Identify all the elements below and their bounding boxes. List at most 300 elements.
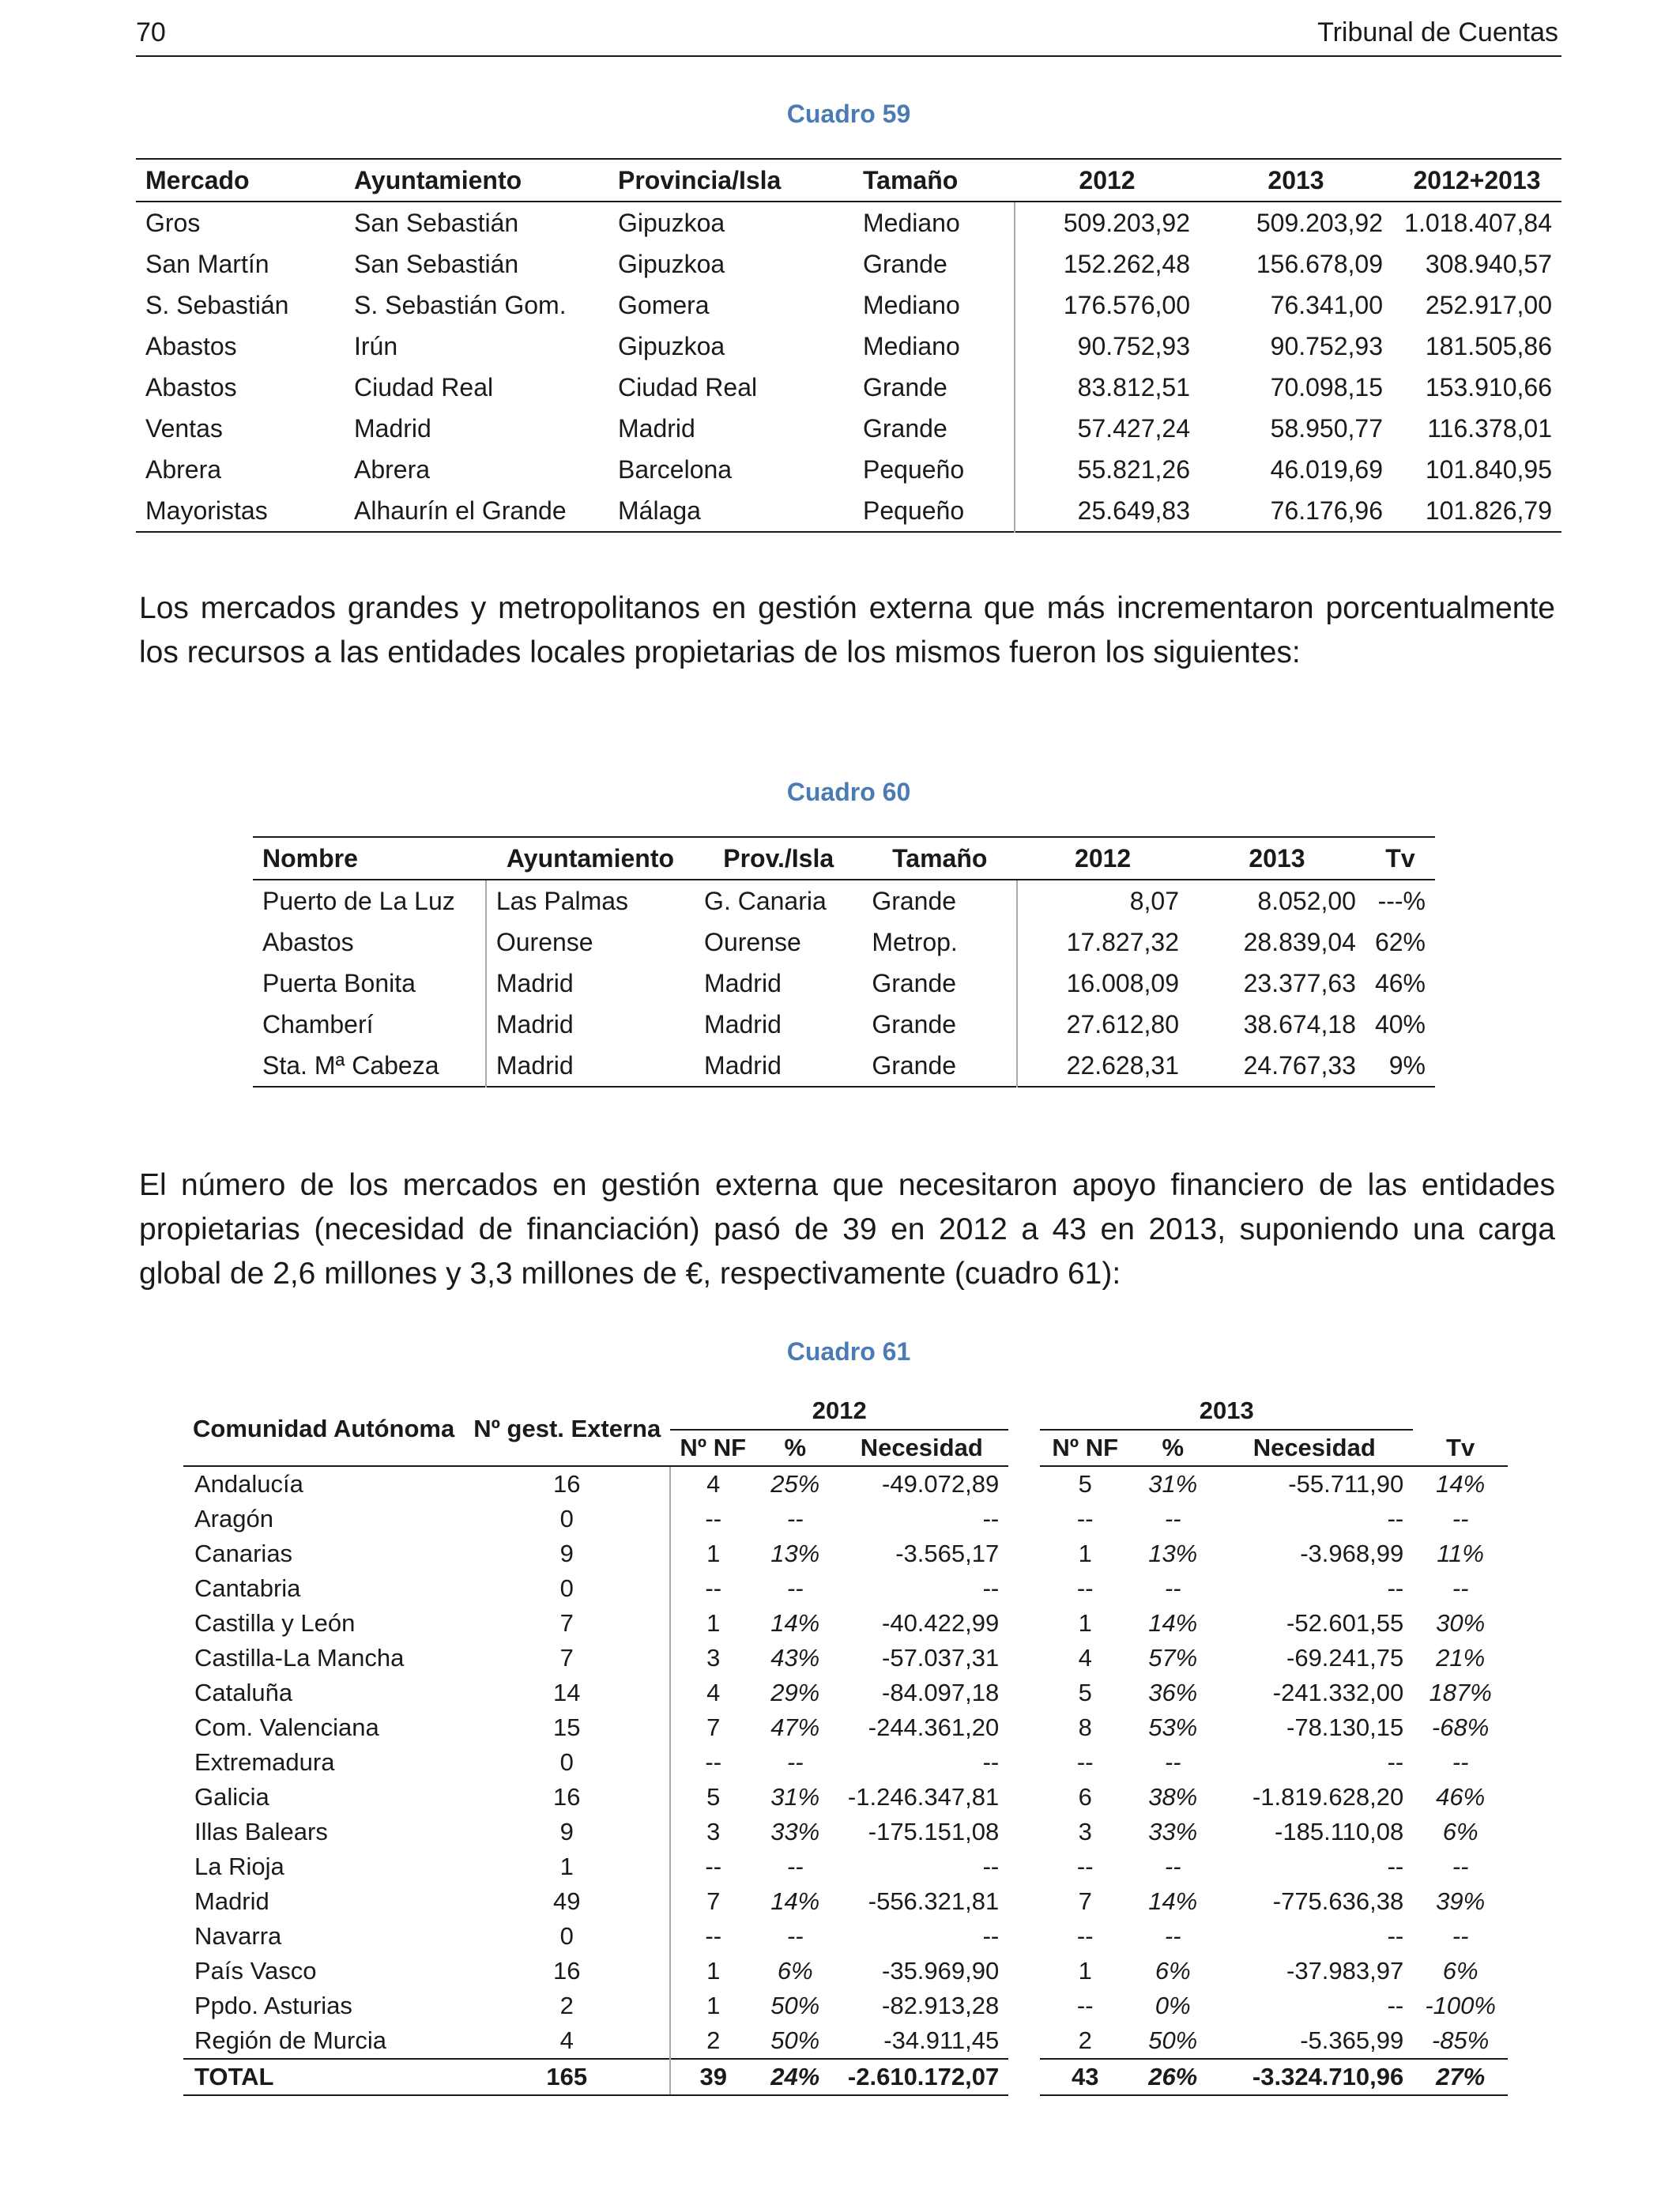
table-cell: -- (1387, 1574, 1404, 1602)
table-cell: -- (1452, 1574, 1469, 1602)
table-row (183, 1606, 1508, 1641)
table-row (183, 1536, 1508, 1571)
table-cell: Gipuzkoa (618, 249, 725, 278)
table-cell: 7 (559, 1609, 574, 1637)
table-cell: -- (670, 1502, 755, 1536)
table-cell: Sta. Mª Cabeza (262, 1050, 439, 1080)
table-cell: Madrid (704, 968, 782, 997)
table-cell: 40% (1374, 1009, 1426, 1039)
column-header: 2013 (1200, 159, 1392, 202)
table-cell: -- (1164, 1505, 1181, 1532)
table-cell: Madrid (354, 413, 431, 443)
column-header: Tv (1365, 837, 1435, 880)
table-cell: 187% (1429, 1679, 1492, 1706)
table-row (183, 1954, 1508, 1989)
column-header: % (1130, 1430, 1215, 1466)
table-header-row (183, 1393, 1508, 1430)
cuadro61-caption: Cuadro 61 (786, 1337, 911, 1366)
table-cell: 152.262,48 (1015, 243, 1200, 285)
table-cell: Alhaurín el Grande (354, 496, 567, 525)
table-cell: ---% (1377, 886, 1426, 915)
page-header (136, 14, 1561, 57)
paragraph-1: Los mercados grandes y metropolitanos en gestión externa que más incrementaron porcentualmente los recursos a las entidades locales propietarias de los mismos fueron los siguientes: (139, 591, 1555, 669)
table-cell: 13% (770, 1540, 820, 1567)
table-cell: 5 (670, 1780, 755, 1815)
table-cell: 0% (1155, 1992, 1191, 2019)
table-cell: 6 (1078, 1783, 1092, 1811)
column-gap (1008, 1466, 1040, 1502)
column-header: Ayuntamiento (345, 159, 608, 202)
table-cell: 70.098,15 (1270, 372, 1383, 401)
table-cell: 90.752,93 (1015, 326, 1200, 367)
table-cell: -100% (1425, 1992, 1496, 2019)
table-cell: 23.377,63 (1243, 968, 1356, 997)
table-cell: 6% (1442, 1818, 1478, 1845)
table-cell: 1 (670, 1536, 755, 1571)
table-cell: -1.246.347,81 (847, 1783, 1000, 1811)
table-cell: Ourense (704, 927, 801, 956)
table-cell: 62% (1374, 927, 1426, 956)
table-cell: 156.678,09 (1256, 249, 1383, 278)
table-cell: Aragón (194, 1505, 273, 1532)
table-cell: 17.827,32 (1017, 922, 1188, 963)
page-number: 70 (136, 17, 166, 47)
table-cell: 14 (552, 1679, 581, 1706)
table-cell: 21% (1436, 1644, 1486, 1672)
table-cell: 8.052,00 (1257, 886, 1356, 915)
table-cell: 1 (670, 1606, 755, 1641)
table-cell: Ourense (486, 922, 695, 963)
table-cell: -- (1164, 1748, 1181, 1776)
table-row (183, 1815, 1508, 1849)
table-cell: 31% (1148, 1470, 1198, 1498)
table-cell: -- (1387, 1853, 1404, 1880)
table-cell: Madrid (486, 1004, 695, 1045)
table-cell: Barcelona (618, 454, 733, 484)
column-header: Tv (1413, 1430, 1508, 1466)
table-cell: -- (670, 1849, 755, 1884)
column-header: Mercado (136, 159, 345, 202)
table-cell: Ventas (145, 413, 223, 443)
table-cell: -57.037,31 (882, 1644, 1000, 1672)
table-cell: 1 (1078, 1609, 1092, 1637)
table-cell: 101.840,95 (1425, 454, 1552, 484)
column-gap (1008, 1502, 1040, 1536)
table-cell: 14% (770, 1887, 820, 1915)
column-header: Nº NF (670, 1430, 755, 1466)
table-cell: Cantabria (194, 1574, 301, 1602)
table-cell: 15 (552, 1713, 581, 1741)
table-cell: 2 (670, 2023, 755, 2059)
table-cell: Grande (863, 413, 947, 443)
table-cell: Mediano (863, 331, 960, 360)
table-cell: San Martín (145, 249, 269, 278)
year-2012-header: 2012 (670, 1393, 1008, 1430)
table-cell: 47% (770, 1713, 820, 1741)
table-row (183, 1502, 1508, 1536)
table-cell: 50% (1148, 2026, 1198, 2054)
table-cell: -- (786, 1922, 804, 1950)
table-cell: Mayoristas (145, 496, 268, 525)
table-cell: Región de Murcia (194, 2026, 386, 2054)
column-gap (1008, 1919, 1040, 1954)
table-cell: 181.505,86 (1425, 331, 1552, 360)
table-cell: -78.130,15 (1286, 1713, 1404, 1741)
table-cell: 14% (1436, 1470, 1486, 1498)
table-cell: -- (1076, 1992, 1094, 2019)
table-header-row (136, 159, 1561, 202)
table-cell: -1.819.628,20 (1252, 1783, 1404, 1811)
table-cell: 6% (1442, 1957, 1478, 1985)
table-cell: -- (982, 1922, 1000, 1950)
table-cell: -185.110,08 (1275, 1818, 1404, 1845)
table-cell: -- (1452, 1922, 1469, 1950)
table-cell: 7 (670, 1710, 755, 1745)
table-cell: -- (1452, 1505, 1469, 1532)
table-cell: 39% (1436, 1887, 1486, 1915)
column-gap (1008, 1536, 1040, 1571)
table-cell: -- (1387, 1922, 1404, 1950)
table-cell: Extremadura (194, 1748, 335, 1776)
table-cell: 33% (770, 1818, 820, 1845)
table-cell: 2 (559, 1992, 574, 2019)
table-row (136, 326, 1561, 367)
table-cell: 308.940,57 (1425, 249, 1552, 278)
table-cell: 116.378,01 (1427, 413, 1552, 443)
table-cell: Madrid (194, 1887, 269, 1915)
table-cell: 0 (559, 1748, 574, 1776)
table-cell: -68% (1431, 1713, 1490, 1741)
table-cell: 43 (1040, 2059, 1130, 2095)
cuadro59-caption: Cuadro 59 (786, 100, 911, 128)
table-cell: 49 (552, 1887, 581, 1915)
table-cell: -- (1452, 1853, 1469, 1880)
table-cell: -- (1387, 1748, 1404, 1776)
table-cell: 153.910,66 (1425, 372, 1552, 401)
table-cell: TOTAL (183, 2059, 464, 2095)
table-row (253, 880, 1435, 922)
table-cell: Madrid (704, 1050, 782, 1080)
table-row (136, 449, 1561, 490)
column-header: 2012 (1015, 159, 1200, 202)
table-cell: Madrid (486, 1045, 695, 1087)
table-cell: -69.241,75 (1286, 1644, 1404, 1672)
table-cell: 46.019,69 (1270, 454, 1383, 484)
table-cell: 4 (1078, 1644, 1092, 1672)
table-cell: Madrid (704, 1009, 782, 1039)
column-gap (1008, 1884, 1040, 1919)
table-cell: -- (1076, 1853, 1094, 1880)
column-gap (1008, 1954, 1040, 1989)
table-row (183, 1989, 1508, 2023)
column-header: 2013 (1188, 837, 1365, 880)
table-row (136, 490, 1561, 532)
table-cell: 7 (670, 1884, 755, 1919)
table-cell: 3 (1078, 1818, 1092, 1845)
table-cell: 16 (552, 1470, 581, 1498)
column-header: Prov./Isla (695, 837, 862, 880)
table-cell: -- (786, 1748, 804, 1776)
table-row (253, 1045, 1435, 1087)
table-cell: 8,07 (1017, 880, 1188, 922)
table-cell: -3.968,99 (1300, 1540, 1404, 1567)
table-cell: 1.018.407,84 (1404, 208, 1552, 237)
column-gap (1008, 1710, 1040, 1745)
table-row (183, 1745, 1508, 1780)
table-cell: 58.950,77 (1270, 413, 1383, 443)
table-cell: 7 (559, 1644, 574, 1672)
table-cell: País Vasco (194, 1957, 317, 1985)
table-cell: Málaga (618, 496, 701, 525)
table-cell: 31% (770, 1783, 820, 1811)
table-cell: 53% (1148, 1713, 1198, 1741)
table-cell: -- (1164, 1922, 1181, 1950)
column-header: % (755, 1430, 834, 1466)
table-cell: 3 (670, 1815, 755, 1849)
cuadro59-table (136, 158, 1561, 533)
table-cell: -- (786, 1853, 804, 1880)
table-cell: 50% (770, 1992, 820, 2019)
table-cell: -- (1164, 1574, 1181, 1602)
table-cell: 25.649,83 (1015, 490, 1200, 532)
column-gap (1008, 2023, 1040, 2059)
column-gap (1008, 1745, 1040, 1780)
table-cell: -- (670, 1919, 755, 1954)
table-row (183, 1780, 1508, 1815)
table-cell: 24.767,33 (1243, 1050, 1356, 1080)
table-cell: Puerta Bonita (262, 968, 416, 997)
table-cell: 1 (670, 1989, 755, 2023)
table-cell: 57.427,24 (1015, 408, 1200, 449)
table-cell: Navarra (194, 1922, 282, 1950)
table-cell: -49.072,89 (882, 1470, 1000, 1498)
table-cell: 90.752,93 (1270, 331, 1383, 360)
table-cell: Abrera (145, 454, 222, 484)
column-header: Ayuntamiento (486, 837, 695, 880)
table-cell: 1 (1078, 1540, 1092, 1567)
table-row (253, 1004, 1435, 1045)
table-cell: -775.636,38 (1272, 1887, 1404, 1915)
table-cell: 0 (559, 1574, 574, 1602)
column-header: Tamaño (853, 159, 1015, 202)
table-cell: -556.321,81 (868, 1887, 1000, 1915)
table-cell: Illas Balears (194, 1818, 328, 1845)
table-cell: 16.008,09 (1017, 963, 1188, 1004)
column-header: Provincia/Isla (608, 159, 853, 202)
table-cell: -5.365,99 (1300, 2026, 1404, 2054)
column-gap (1008, 1641, 1040, 1676)
table-cell: 14% (770, 1609, 820, 1637)
table-row (183, 1641, 1508, 1676)
table-cell: 28.839,04 (1243, 927, 1356, 956)
column-header: 2012+2013 (1392, 159, 1561, 202)
table-cell: Ciudad Real (354, 372, 494, 401)
table-cell: -- (1452, 1748, 1469, 1776)
table-cell: Metrop. (872, 927, 958, 956)
column-gap (1008, 1780, 1040, 1815)
table-cell: 30% (1436, 1609, 1486, 1637)
table-cell: Grande (872, 886, 957, 915)
table-cell: -- (1076, 1922, 1094, 1950)
total-row (183, 2059, 1508, 2095)
table-cell: 24% (755, 2059, 834, 2095)
table-cell: 0 (559, 1505, 574, 1532)
table-cell: San Sebastián (354, 208, 519, 237)
table-cell: Grande (863, 249, 947, 278)
table-cell: 46% (1436, 1783, 1486, 1811)
table-cell: -- (982, 1748, 1000, 1776)
table-cell: 25% (770, 1470, 820, 1498)
table-cell: San Sebastián (354, 249, 519, 278)
table-cell: 509.203,92 (1015, 202, 1200, 243)
table-cell: 16 (552, 1783, 581, 1811)
table-cell: 83.812,51 (1015, 367, 1200, 408)
table-row (183, 1884, 1508, 1919)
table-cell: -- (786, 1505, 804, 1532)
column-gap (1008, 2059, 1040, 2095)
table-cell: Gipuzkoa (618, 208, 725, 237)
table-cell: -84.097,18 (882, 1679, 1000, 1706)
table-cell: Grande (872, 1050, 957, 1080)
column-header: Necesidad (834, 1430, 1008, 1466)
table-cell: Abrera (354, 454, 431, 484)
table-row (183, 2023, 1508, 2059)
table-cell: 4 (670, 1676, 755, 1710)
table-cell: -- (982, 1505, 1000, 1532)
table-cell: 50% (770, 2026, 820, 2054)
table-cell: 4 (670, 1466, 755, 1502)
table-cell: Irún (354, 331, 398, 360)
table-cell: -175.151,08 (868, 1818, 1000, 1845)
table-cell: 43% (770, 1644, 820, 1672)
table-cell: Puerto de La Luz (262, 886, 455, 915)
table-cell: -- (1164, 1853, 1181, 1880)
table-cell: Grande (872, 1009, 957, 1039)
table-cell: 9 (559, 1540, 574, 1567)
table-cell: -34.911,45 (883, 2026, 1000, 2054)
table-cell: Mediano (863, 208, 960, 237)
table-header-row (253, 837, 1435, 880)
table-cell: -- (1076, 1748, 1094, 1776)
table-row (253, 963, 1435, 1004)
table-cell: -244.361,20 (868, 1713, 1000, 1741)
table-cell: Andalucía (194, 1470, 303, 1498)
table-cell: 14% (1148, 1609, 1198, 1637)
table-cell: Abastos (145, 372, 237, 401)
table-cell: 27.612,80 (1017, 1004, 1188, 1045)
table-cell: -2.610.172,07 (834, 2059, 1008, 2095)
table-cell: 76.341,00 (1270, 290, 1383, 319)
table-cell: Las Palmas (486, 880, 695, 922)
table-cell: -37.983,97 (1286, 1957, 1404, 1985)
table-cell: 1 (670, 1954, 755, 1989)
table-cell: 5 (1078, 1679, 1092, 1706)
table-cell: -55.711,90 (1288, 1470, 1404, 1498)
table-cell: Mediano (863, 290, 960, 319)
table-cell: Madrid (618, 413, 695, 443)
column-header: Comunidad Autónoma (183, 1393, 464, 1466)
table-cell: -- (1076, 1574, 1094, 1602)
column-gap (1008, 1989, 1040, 2023)
table-cell: 1 (559, 1853, 574, 1880)
table-cell: 22.628,31 (1017, 1045, 1188, 1087)
table-cell: 36% (1148, 1679, 1198, 1706)
table-cell: 29% (770, 1679, 820, 1706)
table-cell: Madrid (486, 963, 695, 1004)
header-title: Tribunal de Cuentas (1317, 17, 1558, 47)
table-cell: 55.821,26 (1015, 449, 1200, 490)
table-cell: 6% (777, 1957, 813, 1985)
table-cell: -40.422,99 (882, 1609, 1000, 1637)
table-cell: 13% (1148, 1540, 1198, 1567)
cuadro60-caption: Cuadro 60 (786, 778, 911, 806)
table-row (136, 243, 1561, 285)
table-cell: -3.565,17 (895, 1540, 1000, 1567)
table-cell: 4 (559, 2026, 574, 2054)
table-row (183, 1676, 1508, 1710)
table-cell: Canarias (194, 1540, 293, 1567)
table-cell: 5 (1078, 1470, 1092, 1498)
column-gap (1008, 1606, 1040, 1641)
table-cell: -52.601,55 (1286, 1609, 1404, 1637)
table-cell: -- (670, 1745, 755, 1780)
cuadro60-table (253, 836, 1435, 1088)
table-cell: Gros (145, 208, 201, 237)
table-cell: 33% (1148, 1818, 1198, 1845)
table-cell: -85% (1431, 2026, 1490, 2054)
table-cell: Pequeño (863, 454, 965, 484)
table-cell: Cataluña (194, 1679, 293, 1706)
table-cell: Abastos (262, 927, 354, 956)
table-cell: 16 (552, 1957, 581, 1985)
table-cell: 6% (1155, 1957, 1191, 1985)
column-header: Tamaño (862, 837, 1017, 880)
table-row (136, 367, 1561, 408)
table-cell: -241.332,00 (1272, 1679, 1404, 1706)
table-cell: -- (670, 1571, 755, 1606)
table-row (136, 285, 1561, 326)
column-gap (1008, 1571, 1040, 1606)
table-cell: 8 (1078, 1713, 1092, 1741)
table-cell: 27% (1413, 2059, 1508, 2095)
table-row (183, 1466, 1508, 1502)
cuadro61-table (183, 1393, 1508, 2096)
table-cell: -82.913,28 (882, 1992, 1000, 2019)
column-header: Necesidad (1215, 1430, 1413, 1466)
table-cell: 26% (1130, 2059, 1215, 2095)
year-2013-header: 2013 (1040, 1393, 1413, 1430)
table-cell: S. Sebastián Gom. (354, 290, 567, 319)
column-gap (1008, 1676, 1040, 1710)
table-cell: Castilla-La Mancha (194, 1644, 405, 1672)
table-cell: -- (1387, 1505, 1404, 1532)
table-cell: Com. Valenciana (194, 1713, 379, 1741)
table-cell: 76.176,96 (1270, 496, 1383, 525)
table-cell: 38% (1148, 1783, 1198, 1811)
column-gap (1008, 1849, 1040, 1884)
table-row (183, 1571, 1508, 1606)
table-cell: 11% (1437, 1540, 1484, 1567)
table-cell: Gipuzkoa (618, 331, 725, 360)
table-cell: 14% (1148, 1887, 1198, 1915)
table-cell: 9 (559, 1818, 574, 1845)
table-cell: -- (1387, 1992, 1404, 2019)
table-cell: 39 (670, 2059, 755, 2095)
table-row (136, 408, 1561, 449)
table-cell: Galicia (194, 1783, 269, 1811)
table-cell: Ciudad Real (618, 372, 758, 401)
table-cell: Chamberí (262, 1009, 374, 1039)
